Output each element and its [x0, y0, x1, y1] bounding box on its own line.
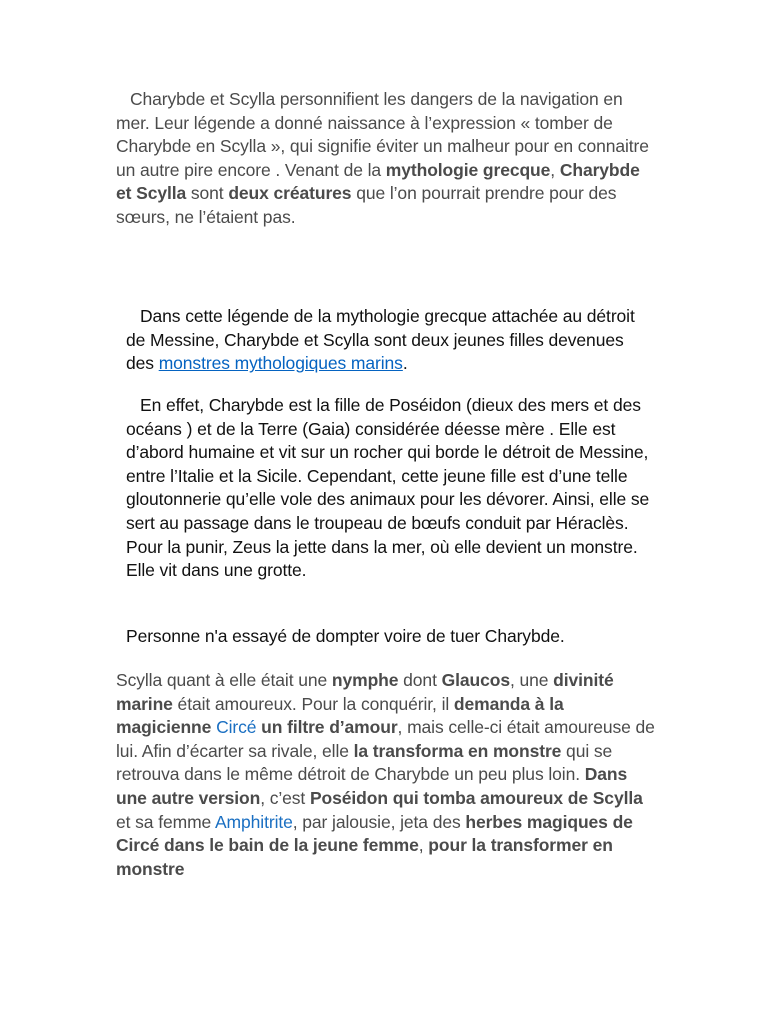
bold-text: Charybde et Scylla: [116, 159, 640, 204]
link-amphitrite[interactable]: Amphitrite: [214, 811, 293, 832]
paragraph-intro: [116, 88, 656, 230]
text: Scylla quant à elle était une: [116, 670, 332, 690]
bold-text: herbes magiques de Circé dans le bain de la jeune femme: [116, 811, 633, 856]
text: , une: [509, 670, 554, 690]
text: Personne n'a essayé de dompter voire de tuer Charybde.: [126, 626, 565, 646]
text: ,: [550, 159, 560, 180]
link-circe[interactable]: Circé: [216, 717, 257, 738]
text: Dans cette légende de la mythologie grecque attachée au détroit de Messine, Charybde et Scylla sont deux jeunes filles devenues des: [126, 306, 635, 374]
text: et sa femme: [116, 811, 215, 832]
paragraph-charybde: [126, 394, 656, 583]
bold-text: la transforma en monstre: [353, 740, 562, 761]
text: .: [402, 353, 408, 374]
text: dont: [398, 670, 442, 690]
paragraph-personne: [126, 625, 686, 649]
text: , mais celle-ci était amoureuse de lui. Afin d’écarter sa rivale, elle: [116, 717, 655, 761]
text: Charybde et Scylla personnifient les dangers de la navigation en mer. Leur légende a donné naissance à l’expression « tomber de Charybde en Scylla », qui signifie éviter un malheur pour en connaitre un autre pire encore . Venant de la: [116, 89, 649, 180]
text: , c’est: [260, 787, 310, 808]
text: que l’on pourrait prendre pour des sœurs, ne l’étaient pas.: [116, 183, 617, 227]
bold-text: pour la transformer en monstre: [116, 835, 613, 879]
paragraph-legend: [126, 305, 656, 376]
text: En effet, Charybde est la fille de Poséidon (dieux des mers et des océans ) et de la Terre (Gaia) considérée déesse mère . Elle est d’abord humaine et vit sur un rocher qui borde le détroit de Messine, entre l’Italie et la Sicile. Cependant, cette jeune fille est d’une telle gloutonnerie qu’elle vole des animaux pour les dévorer. Ainsi, elle se sert au passage dans le troupeau de bœufs conduit par Héraclès. Pour la punir, Zeus la jette dans la mer, où elle devient un monstre. Elle vit dans une grotte.: [126, 395, 650, 581]
text: ,: [418, 835, 429, 856]
text: sont: [186, 183, 229, 204]
bold-text: nymphe: [331, 670, 399, 690]
text: était amoureux. Pour la conquérir, il: [172, 693, 454, 714]
bold-text: Dans une autre version: [116, 764, 628, 808]
bold-text: Poséidon qui tomba amoureux de Scylla: [309, 787, 643, 808]
bold-text: mythologie grecque: [385, 159, 551, 180]
bold-text: demanda à la magicienne: [116, 693, 564, 738]
bold-text: un filtre d’amour: [261, 717, 398, 738]
bold-text: divinité marine: [116, 670, 614, 714]
text: qui se retrouva dans le même détroit de Charybde un peu plus loin.: [116, 740, 613, 785]
text: , par jalousie, jeta des: [292, 811, 466, 832]
bold-text: deux créatures: [228, 183, 352, 204]
bold-text: Glaucos: [441, 670, 510, 690]
link-monstres-mythologiques[interactable]: monstres mythologiques marins: [158, 353, 403, 374]
paragraph-scylla: [116, 669, 656, 881]
